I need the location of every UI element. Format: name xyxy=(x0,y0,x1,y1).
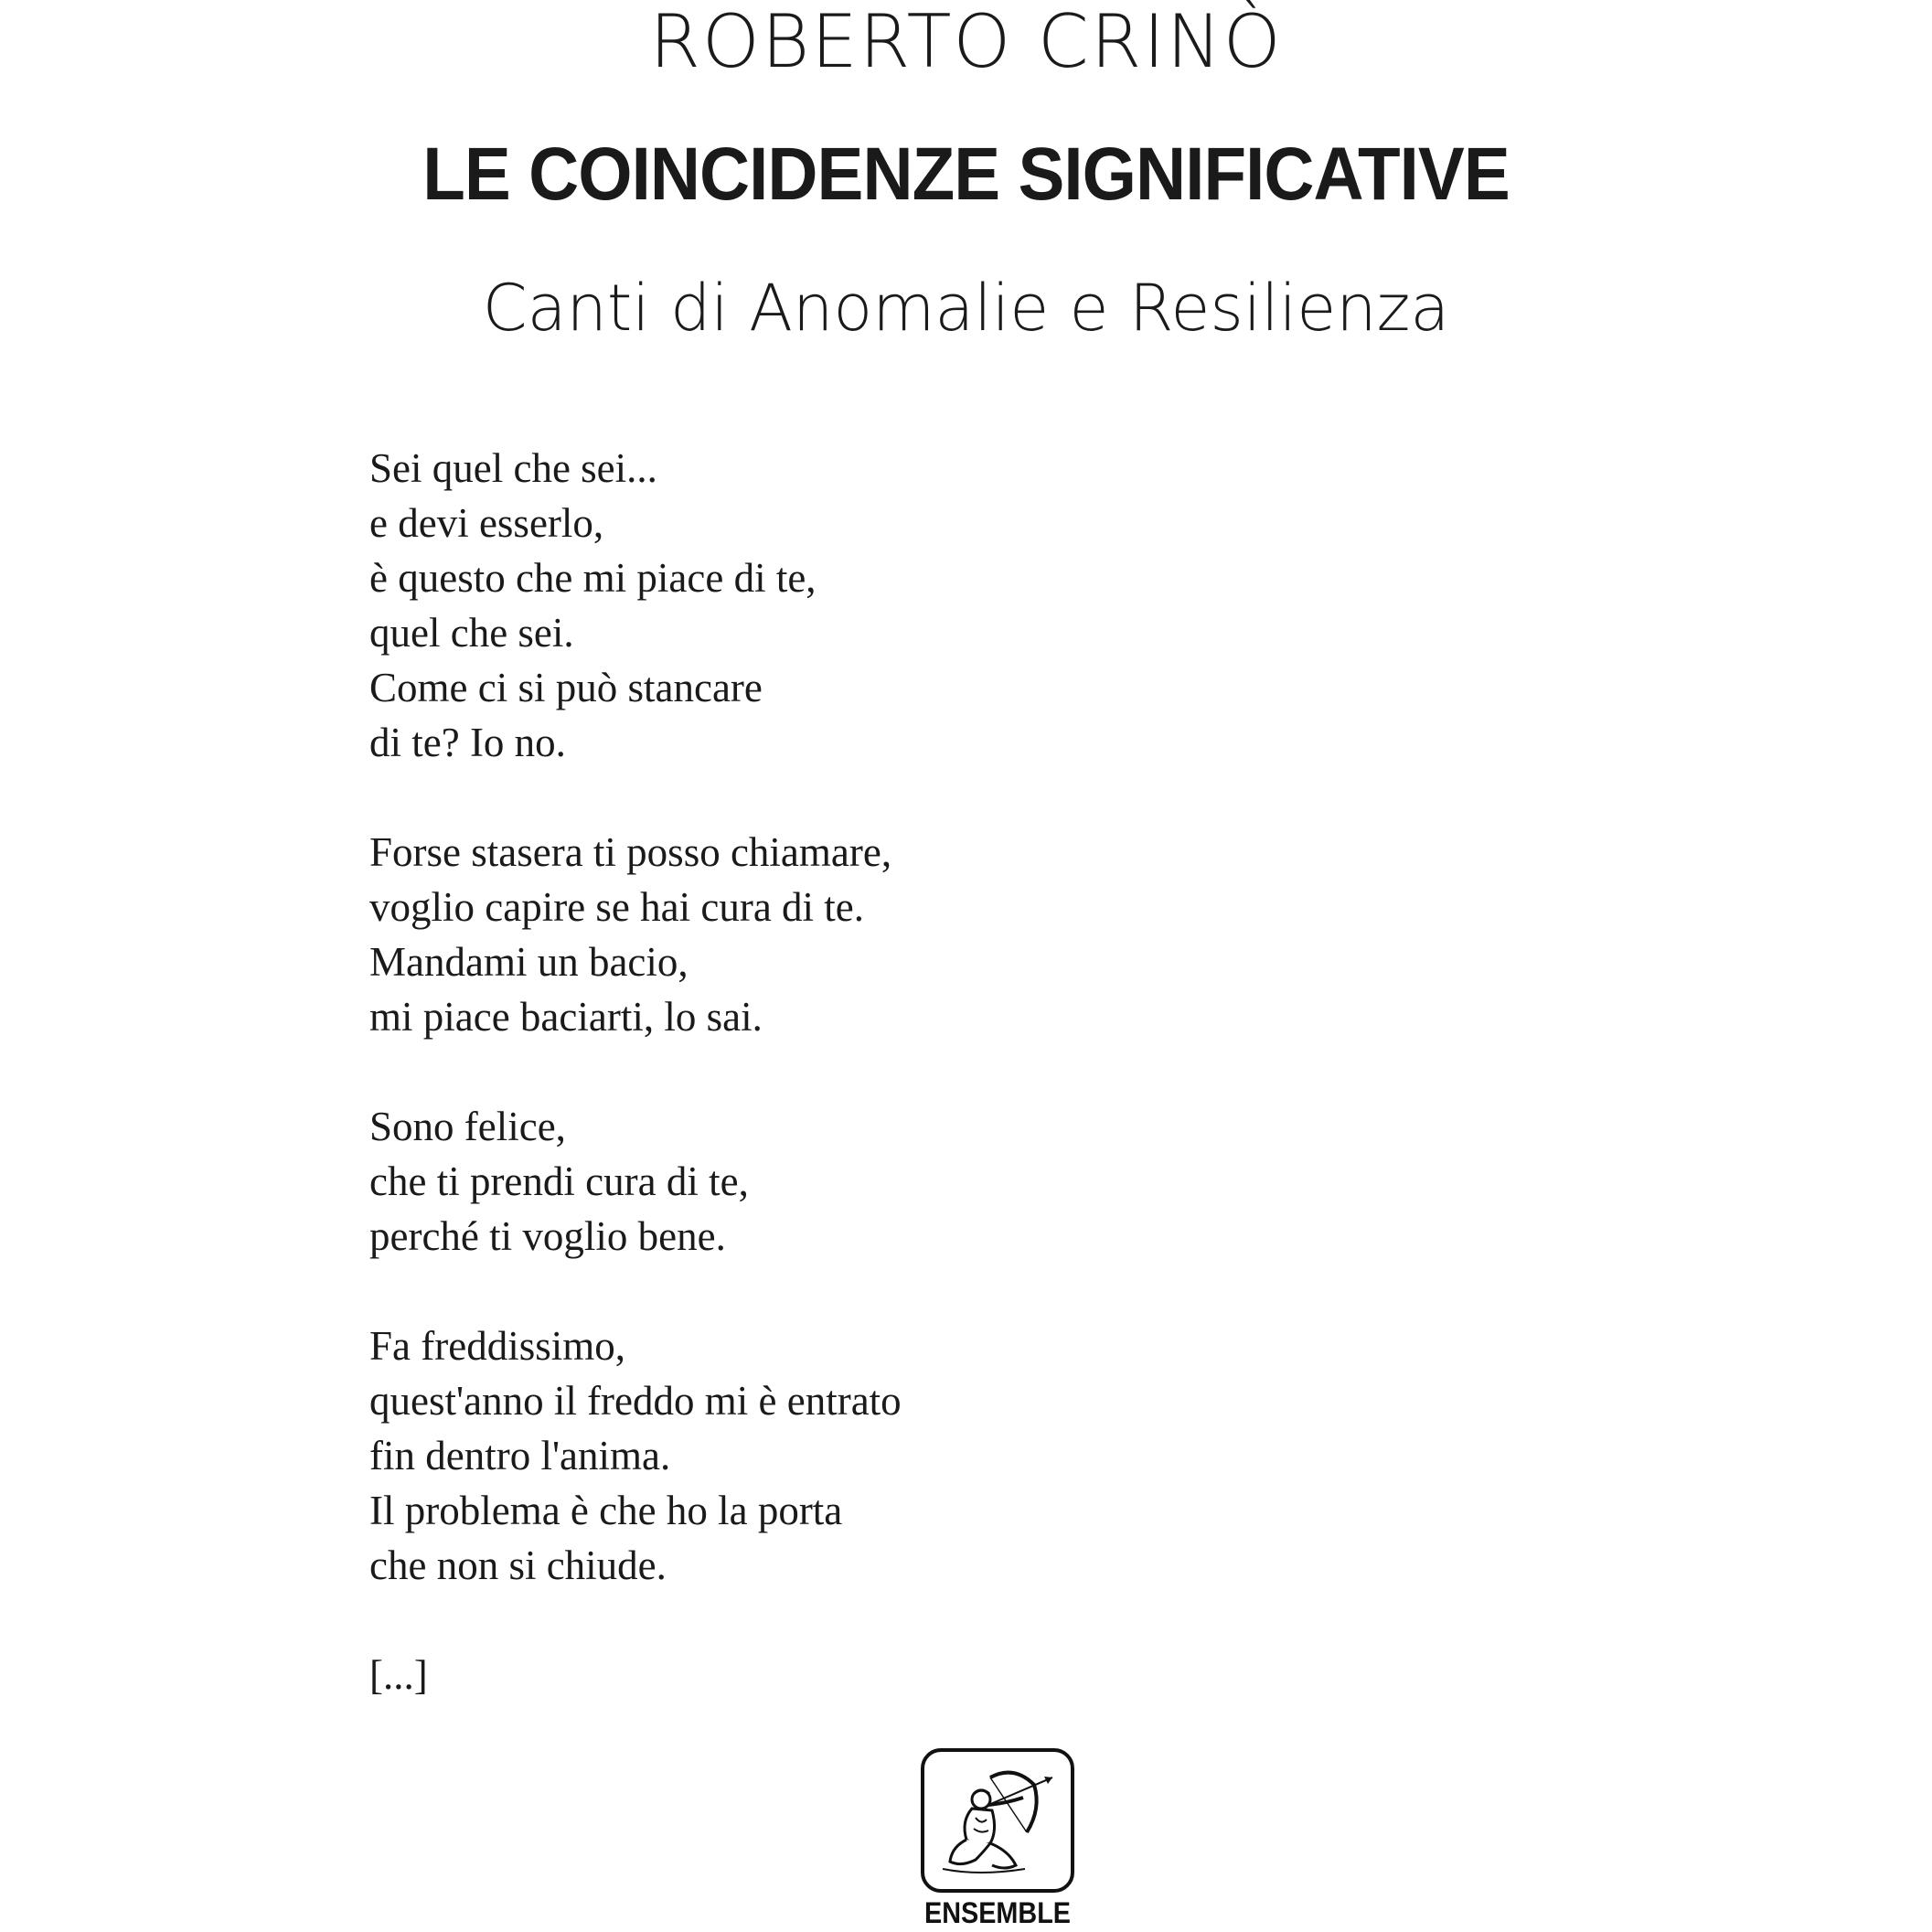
stanza xyxy=(369,441,902,770)
poem-line: fin dentro l'anima. xyxy=(369,1433,671,1478)
archer-logo-icon xyxy=(921,1748,1074,1893)
publisher-name: ENSEMBLE xyxy=(923,1896,1072,1929)
stanza xyxy=(369,825,902,1044)
poem-line: Forse stasera ti posso chiamare, xyxy=(369,829,892,875)
poem-line: quest'anno il freddo mi è entrato xyxy=(369,1378,902,1424)
poem-line: Sono felice, xyxy=(369,1104,566,1149)
poem-line: che non si chiude. xyxy=(369,1542,667,1588)
poem-line: Come ci si può stancare xyxy=(369,665,763,710)
poem-line: è questo che mi piace di te, xyxy=(369,555,817,601)
poem-line: voglio capire se hai cura di te. xyxy=(369,884,865,930)
ellipsis-marker: [...] xyxy=(369,1652,428,1698)
poem-line: perché ti voglio bene. xyxy=(369,1213,726,1259)
poem-line: Fa freddissimo, xyxy=(369,1323,625,1369)
stanza xyxy=(369,1648,902,1703)
poem-line: quel che sei. xyxy=(369,610,574,656)
publisher-logo xyxy=(921,1748,1074,1932)
book-subtitle: Canti di Anomalie e Resilienza xyxy=(482,271,1450,346)
poem-line: di te? Io no. xyxy=(369,720,566,765)
poem-line: mi piace baciarti, lo sai. xyxy=(369,994,763,1040)
stanza xyxy=(369,1318,902,1593)
poem-line: che ti prendi cura di te, xyxy=(369,1158,749,1204)
poem-line: e devi esserlo, xyxy=(369,500,604,546)
poem-line: Sei quel che sei... xyxy=(369,445,657,491)
poem xyxy=(369,441,902,1703)
poem-line: Mandami un bacio, xyxy=(369,939,688,985)
book-title: LE COINCIDENZE SIGNIFICATIVE xyxy=(422,133,1510,216)
stanza xyxy=(369,1099,902,1264)
author-name: ROBERTO CRINÒ xyxy=(649,0,1283,84)
poem-line: Il problema è che ho la porta xyxy=(369,1488,843,1533)
